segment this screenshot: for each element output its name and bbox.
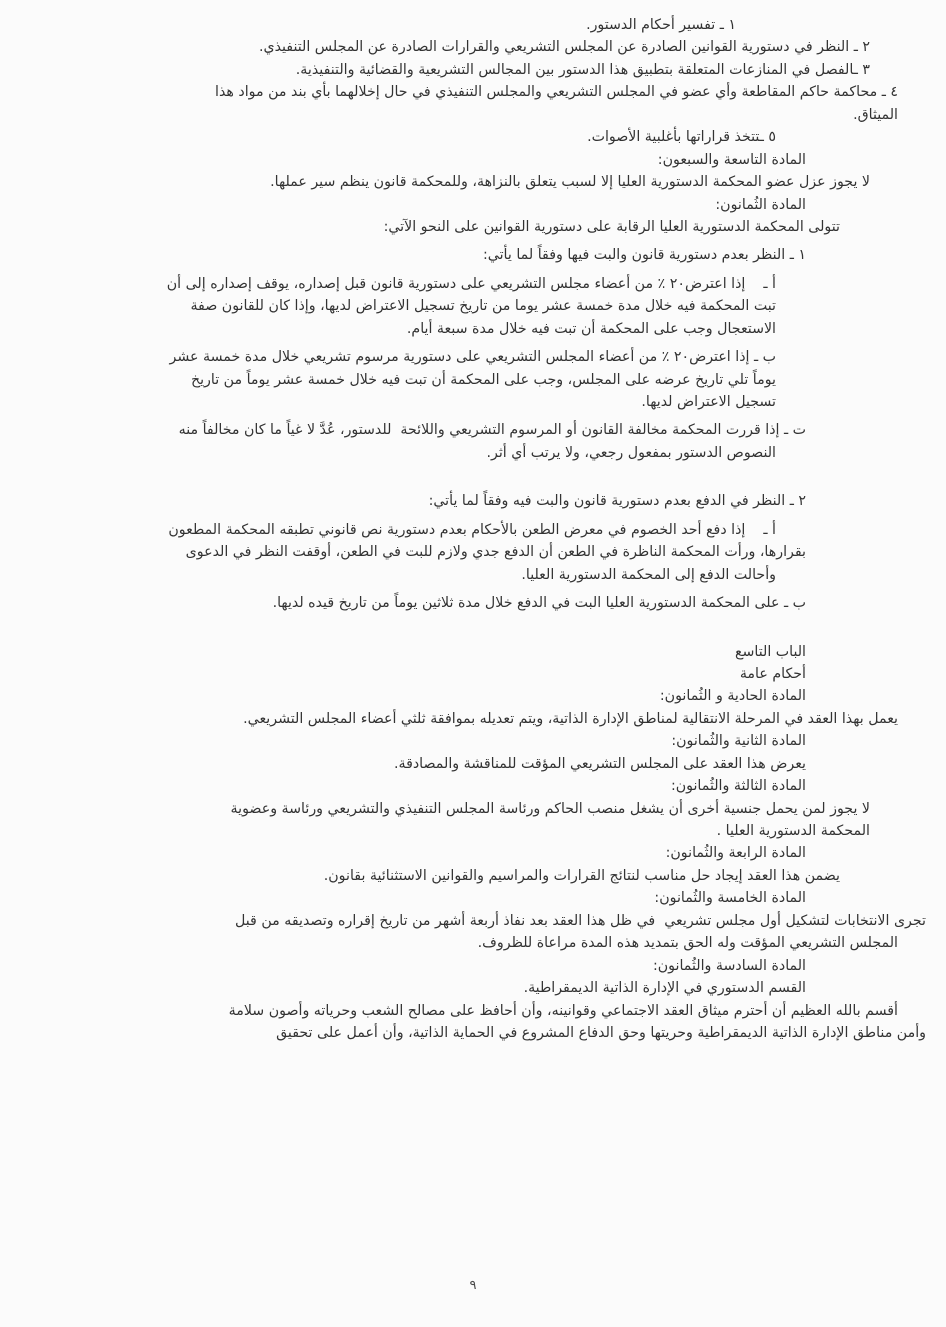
document-line: المحكمة الدستورية العليا . [716, 823, 870, 839]
document-line: ٢ ـ النظر في الدفع بعدم دستورية قانون والبت فيه وفقاً لما يأتي: [428, 493, 806, 510]
document-line: ٤ ـ محاكمة حاكم المقاطعة وأي عضو في المجلس التشريعي والمجلس التنفيذي في حال إخلالهما بأي بند من مواد هذا [215, 84, 898, 101]
document-line: يضمن هذا العقد إيجاد حل مناسب لنتائج القرارات والمراسيم والقوانين الاستثنائية بقانون. [323, 867, 840, 884]
document-line: بقرارها، ورأت المحكمة الناظرة في الطعن أن الدفع جدي ولازم للبت في الطعن، أوقفت النظر في الدعوى [185, 544, 806, 561]
document-line: يعرض هذا العقد على المجلس التشريعي المؤقت للمناقشة والمصادقة. [393, 755, 806, 772]
document-line: ٥ ـتتخذ قراراتها بأغلبية الأصوات. [587, 129, 776, 146]
document-line: أ ـ إذا اعترض٢٠ ٪ من أعضاء مجلس التشريعي على دستورية قانون قبل إصداره، يوقف إصداره إلى أن [166, 275, 776, 292]
document-line: وأحالت الدفع إلى المحكمة الدستورية العليا. [521, 566, 776, 583]
document-line: أحكام عامة [739, 665, 806, 682]
document-line: ١ ـ النظر بعدم دستورية قانون والبت فيها وفقاً لما يأتي: [483, 247, 806, 264]
document-line: ٣ ـالفصل في المنازعات المتعلقة بتطبيق هذا الدستور بين المجالس التشريعية والقضائية والتنفيذية. [295, 61, 870, 78]
document-line: المادة الخامسة والثُمانون: [654, 890, 806, 907]
document-line: المادة التاسعة والسبعون: [657, 151, 806, 168]
document-line: يعمل بهذا العقد في المرحلة الانتقالية لمناطق الإدارة الذاتية، ويتم تعديله بموافقة ثلثي أعضاء المجلس التشريعي. [243, 710, 898, 727]
page-number: ٩ [469, 1278, 477, 1293]
document-line: لا يجوز عزل عضو المحكمة الدستورية العليا إلا لسبب يتعلق بالنزاهة، وللمحكمة قانون ينظم سير عملها. [270, 174, 870, 191]
document-body [20, 14, 926, 1044]
document-line: المادة الثانية والثُمانون: [671, 733, 806, 750]
document-line: ت ـ إذا قررت المحكمة مخالفة القانون أو المرسوم التشريعي واللائحة للدستور، عُدَّ لا غياً ما كان مخالفاً منه [178, 422, 806, 439]
document-line: ١ ـ تفسير أحكام الدستور. [586, 17, 736, 33]
document-line: الميثاق. [853, 106, 898, 123]
document-line: المادة السادسة والثُمانون: [652, 957, 806, 974]
document-line: تتولى المحكمة الدستورية العليا الرقابة على دستورية القوانين على النحو الآتي: [383, 218, 840, 235]
document-line: تجرى الانتخابات لتشكيل أول مجلس تشريعي في ظل هذا العقد بعد نفاذ أربعة أشهر من تاريخ إقراره وتصديقه من قبل [235, 912, 926, 929]
document-line: أقسم بالله العظيم أن أحترم ميثاق العقد الاجتماعي وقوانينه، وأن أحافظ على مصالح الشعب وحرياته وأصون سلامة [228, 1002, 898, 1019]
document-line: وأمن مناطق الإدارة الذاتية الديمقراطية وحريتها وحق الدفاع المشروع في الحماية الذاتية، وأن أعمل على تحقيق [276, 1024, 926, 1041]
document-line: لا يجوز لمن يحمل جنسية أخرى أن يشغل منصب الحاكم ورئاسة المجلس التنفيذي والتشريعي ورئاسة وعضوية [230, 800, 870, 817]
document-line: الاستعجال وجب على المحكمة أن تبت فيه خلال مدة سبعة أيام. [406, 320, 776, 337]
document-line: ب ـ إذا اعترض٢٠ ٪ من أعضاء المجلس التشريعي على دستورية مرسوم تشريعي خلال مدة خمسة عشر [169, 349, 776, 366]
document-line: يوماً تلي تاريخ عرضه على المجلس، وجب على المحكمة أن تبت فيه خلال خمسة عشر يوماً من تاريخ [190, 371, 776, 388]
document-line: أ ـ إذا دفع أحد الخصوم في معرض الطعن بالأحكام بعدم دستورية نص قانوني تطبقه المحكمة المطعون [168, 521, 776, 538]
document-line: المادة الثالثة والثُمانون: [670, 778, 806, 795]
document-line: النصوص الدستور بمفعول رجعي، ولا يرتب أي أثر. [486, 444, 776, 461]
document-line: المجلس التشريعي المؤقت وله الحق بتمديد هذه المدة مراعاة للظروف. [477, 935, 898, 952]
document-line: تسجيل الاعتراض لديها. [641, 394, 776, 410]
document-line: المادة الثُمانون: [715, 196, 806, 213]
document-line: القسم الدستوري في الإدارة الذاتية الديمقراطية. [523, 980, 806, 997]
document-line: المادة الحادية و الثُمانون: [659, 688, 806, 705]
document-line: ب ـ على المحكمة الدستورية العليا البت في الدفع خلال مدة ثلاثين يوماً من تاريخ قيده لديها. [272, 595, 806, 612]
document-line: تبت المحكمة فيه خلال مدة خمسة عشر يوما من تاريخ تسجيل الاعتراض لديها، وإذا كان للقانون صفة [190, 298, 776, 315]
document-line: الباب التاسع [734, 643, 806, 660]
document-line: المادة الرابعة والثُمانون: [665, 845, 806, 862]
document-line: ٢ ـ النظر في دستورية القوانين الصادرة عن المجلس التشريعي والقرارات الصادرة عن المجلس التنفيذي. [258, 39, 870, 56]
